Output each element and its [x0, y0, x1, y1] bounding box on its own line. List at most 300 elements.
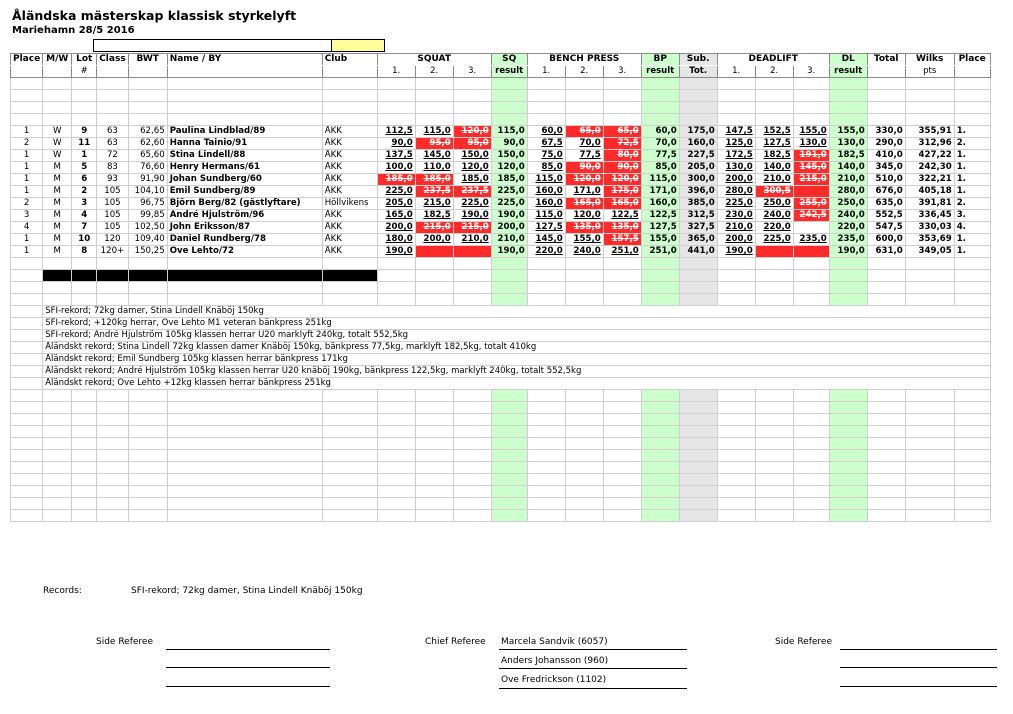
empty-cell — [491, 498, 527, 510]
attempt-cell: 175,0 — [603, 186, 641, 198]
attempt-cell: 67,5 — [527, 138, 565, 150]
empty-cell — [43, 498, 72, 510]
empty-cell — [641, 486, 679, 498]
empty-cell — [641, 498, 679, 510]
squat-result: 115,0 — [491, 126, 527, 138]
header-attempt-3: 3. — [603, 66, 641, 78]
empty-cell — [829, 402, 867, 414]
empty-cell — [97, 102, 128, 114]
empty-cell — [603, 90, 641, 102]
attempt-cell: 182,5 — [415, 210, 453, 222]
class-cell: 120+ — [97, 246, 128, 258]
sex-cell: M — [43, 174, 72, 186]
empty-cell — [72, 450, 97, 462]
empty-cell — [679, 258, 717, 270]
empty-cell — [717, 438, 755, 450]
empty-cell — [415, 426, 453, 438]
attempt-cell — [453, 246, 491, 258]
empty-cell — [867, 90, 905, 102]
athlete-row[interactable] — [11, 222, 991, 234]
attempt-cell: 210,0 — [453, 234, 491, 246]
attempt-cell: 95,0 — [453, 138, 491, 150]
signature-line — [840, 686, 997, 687]
empty-cell — [72, 402, 97, 414]
athlete-row[interactable] — [11, 126, 991, 138]
attempt-cell: 135,0 — [603, 222, 641, 234]
empty-cell — [867, 402, 905, 414]
empty-cell — [415, 270, 453, 282]
empty-cell — [829, 114, 867, 126]
empty-cell — [641, 294, 679, 306]
record-row — [11, 342, 991, 354]
header-attempt-3: 3. — [453, 66, 491, 78]
record-row — [11, 378, 991, 390]
empty-cell — [11, 498, 43, 510]
attempt-cell: 225,0 — [755, 234, 793, 246]
empty-cell — [565, 474, 603, 486]
empty-cell — [717, 462, 755, 474]
attempt-cell: 210,0 — [755, 174, 793, 186]
empty-cell — [322, 390, 377, 402]
empty-cell — [954, 474, 990, 486]
empty-cell — [167, 498, 322, 510]
empty-cell — [491, 90, 527, 102]
empty-cell — [641, 438, 679, 450]
empty-cell — [755, 402, 793, 414]
empty-cell — [377, 258, 415, 270]
empty-cell — [453, 498, 491, 510]
attempt-cell: 140,0 — [755, 162, 793, 174]
class-cell: 83 — [97, 162, 128, 174]
empty-cell — [322, 450, 377, 462]
empty-cell — [829, 426, 867, 438]
empty-cell — [491, 390, 527, 402]
sex-cell: M — [43, 222, 72, 234]
subtotal-cell: 160,0 — [679, 138, 717, 150]
attempt-cell: 190,0 — [377, 246, 415, 258]
athlete-row[interactable] — [11, 246, 991, 258]
empty-cell — [829, 438, 867, 450]
deadlift-result: 190,0 — [829, 246, 867, 258]
empty-cell — [72, 474, 97, 486]
total-cell: 510,0 — [867, 174, 905, 186]
empty-cell — [603, 282, 641, 294]
attempt-cell: 160,0 — [527, 186, 565, 198]
place-cell: 1 — [11, 234, 43, 246]
empty-cell — [97, 510, 128, 522]
attempt-cell: 75,0 — [527, 150, 565, 162]
class-cell: 72 — [97, 150, 128, 162]
empty-cell — [755, 414, 793, 426]
records-label: Records: — [43, 586, 82, 596]
side-referee-left-label: Side Referee — [96, 637, 153, 647]
final-place-cell: 3. — [954, 210, 990, 222]
empty-cell — [717, 450, 755, 462]
empty-cell — [755, 102, 793, 114]
empty-cell — [867, 390, 905, 402]
empty-cell — [72, 414, 97, 426]
empty-cell — [72, 438, 97, 450]
attempt-cell: 200,0 — [415, 234, 453, 246]
bodyweight-cell: 62,60 — [128, 138, 167, 150]
sex-cell: W — [43, 150, 72, 162]
empty-cell — [527, 282, 565, 294]
empty-cell — [867, 258, 905, 270]
empty-cell — [679, 390, 717, 402]
record-row — [11, 306, 991, 318]
empty-cell — [679, 78, 717, 90]
deadlift-result: 155,0 — [829, 126, 867, 138]
empty-cell — [11, 90, 43, 102]
empty-cell — [954, 102, 990, 114]
empty-cell — [415, 450, 453, 462]
empty-cell — [527, 462, 565, 474]
empty-cell — [377, 270, 415, 282]
athlete-row[interactable] — [11, 210, 991, 222]
empty-cell — [829, 474, 867, 486]
empty-cell — [377, 390, 415, 402]
subtotal-cell: 227,5 — [679, 150, 717, 162]
club-cell: ÅKK — [322, 162, 377, 174]
deadlift-result: 280,0 — [829, 186, 867, 198]
empty-cell — [565, 426, 603, 438]
place-cell: 1 — [11, 126, 43, 138]
empty-cell — [453, 474, 491, 486]
empty-cell — [905, 438, 954, 450]
empty-cell — [377, 90, 415, 102]
attempt-cell: 125,0 — [717, 138, 755, 150]
empty-cell — [72, 102, 97, 114]
header-attempt-2: 2. — [565, 66, 603, 78]
empty-cell — [322, 438, 377, 450]
empty-cell — [867, 270, 905, 282]
empty-cell — [377, 282, 415, 294]
empty-cell — [717, 510, 755, 522]
empty-cell — [679, 414, 717, 426]
empty-cell — [565, 114, 603, 126]
empty-cell — [11, 402, 43, 414]
squat-result: 150,0 — [491, 150, 527, 162]
empty-cell — [377, 510, 415, 522]
header-place: Place — [11, 54, 43, 66]
empty-cell — [679, 426, 717, 438]
total-cell: 552,5 — [867, 210, 905, 222]
empty-cell — [415, 486, 453, 498]
athlete-row[interactable] — [11, 162, 991, 174]
empty-cell — [128, 450, 167, 462]
athlete-row[interactable] — [11, 174, 991, 186]
empty-cell — [415, 498, 453, 510]
empty-cell — [755, 438, 793, 450]
record-row — [11, 366, 991, 378]
empty-cell — [97, 78, 128, 90]
final-place-cell: 1. — [954, 150, 990, 162]
signature-line — [499, 688, 687, 689]
attempt-cell: 115,0 — [527, 210, 565, 222]
empty-cell — [954, 90, 990, 102]
place-cell: 1 — [11, 174, 43, 186]
sex-cell: W — [43, 126, 72, 138]
empty-row — [11, 414, 991, 426]
place-cell: 2 — [11, 198, 43, 210]
empty-cell — [793, 270, 829, 282]
empty-cell — [415, 258, 453, 270]
empty-cell — [565, 258, 603, 270]
empty-cell — [322, 474, 377, 486]
signature-line — [840, 667, 997, 668]
wilks-cell: 427,22 — [905, 150, 954, 162]
empty-cell — [603, 102, 641, 114]
empty-cell — [954, 258, 990, 270]
subtotal-cell: 205,0 — [679, 162, 717, 174]
wilks-cell: 322,21 — [905, 174, 954, 186]
header-input-box[interactable] — [93, 39, 333, 52]
empty-cell — [322, 414, 377, 426]
empty-row — [11, 462, 991, 474]
attempt-cell: 120,0 — [565, 210, 603, 222]
empty-cell — [527, 426, 565, 438]
attempt-cell: 120,0 — [603, 174, 641, 186]
empty-cell — [491, 270, 527, 282]
squat-result: 210,0 — [491, 234, 527, 246]
club-cell: ÅKK — [322, 126, 377, 138]
empty-cell — [415, 102, 453, 114]
class-cell: 105 — [97, 222, 128, 234]
header-sq: SQ — [491, 54, 527, 66]
attempt-cell: 77,5 — [565, 150, 603, 162]
empty-cell — [527, 438, 565, 450]
empty-cell — [603, 390, 641, 402]
empty-cell — [867, 450, 905, 462]
empty-cell — [167, 414, 322, 426]
attempt-cell: 190,0 — [717, 246, 755, 258]
referee-name-3: Ove Fredrickson (1102) — [501, 675, 607, 685]
empty-cell — [43, 102, 72, 114]
empty-cell — [867, 510, 905, 522]
empty-cell — [527, 258, 565, 270]
empty-cell — [377, 294, 415, 306]
empty-cell — [377, 102, 415, 114]
empty-cell — [603, 498, 641, 510]
empty-cell — [527, 90, 565, 102]
empty-cell — [565, 270, 603, 282]
empty-cell — [322, 282, 377, 294]
empty-cell — [11, 366, 43, 378]
empty-cell — [167, 486, 322, 498]
bodyweight-cell: 109,40 — [128, 234, 167, 246]
empty-row — [11, 258, 991, 270]
empty-cell — [603, 258, 641, 270]
athlete-row[interactable] — [11, 138, 991, 150]
empty-cell — [491, 114, 527, 126]
final-place-cell: 4. — [954, 222, 990, 234]
empty-cell — [128, 282, 167, 294]
bench-result: 77,5 — [641, 150, 679, 162]
empty-row — [11, 78, 991, 90]
attempt-cell: 237,5 — [415, 186, 453, 198]
empty-cell — [954, 426, 990, 438]
results-body — [11, 78, 991, 522]
empty-cell — [128, 510, 167, 522]
empty-cell — [453, 102, 491, 114]
empty-cell — [603, 270, 641, 282]
empty-cell — [829, 498, 867, 510]
empty-cell — [905, 258, 954, 270]
empty-cell — [128, 462, 167, 474]
athlete-row[interactable] — [11, 150, 991, 162]
empty-cell — [905, 474, 954, 486]
empty-cell — [829, 450, 867, 462]
empty-cell — [641, 402, 679, 414]
attempt-cell: 95,0 — [415, 138, 453, 150]
deadlift-result: 250,0 — [829, 198, 867, 210]
empty-cell — [11, 462, 43, 474]
empty-cell — [377, 426, 415, 438]
attempt-cell: 215,0 — [453, 222, 491, 234]
subtotal-cell: 396,0 — [679, 186, 717, 198]
empty-cell — [43, 426, 72, 438]
attempt-cell: 200,0 — [377, 222, 415, 234]
club-cell: ÅKK — [322, 210, 377, 222]
empty-cell — [527, 510, 565, 522]
athlete-row[interactable] — [11, 198, 991, 210]
total-cell: 631,0 — [867, 246, 905, 258]
empty-cell — [755, 450, 793, 462]
empty-cell — [377, 462, 415, 474]
header-club-box[interactable] — [331, 39, 385, 52]
attempt-cell: 127,5 — [527, 222, 565, 234]
attempt-cell: 70,0 — [565, 138, 603, 150]
deadlift-result: 140,0 — [829, 162, 867, 174]
attempt-cell: 220,0 — [527, 246, 565, 258]
empty-cell — [641, 450, 679, 462]
empty-cell — [905, 294, 954, 306]
empty-cell — [11, 486, 43, 498]
empty-cell — [527, 102, 565, 114]
header-bench: BENCH PRESS — [527, 54, 641, 66]
empty-row — [11, 438, 991, 450]
empty-row — [11, 486, 991, 498]
header-lot: Lot — [72, 54, 97, 66]
empty-cell — [97, 486, 128, 498]
header-attempt-1: 1. — [377, 66, 415, 78]
empty-cell — [717, 114, 755, 126]
empty-cell — [565, 486, 603, 498]
record-text: SFI-rekord; +120kg herrar, Ove Lehto M1 veteran bänkpress 251kg — [43, 318, 990, 330]
empty-cell — [128, 270, 167, 282]
record-text: Åländskt rekord; Ove Lehto +12kg klassen herrar bänkpress 251kg — [43, 378, 990, 390]
attempt-cell: 152,5 — [755, 126, 793, 138]
empty-cell — [755, 486, 793, 498]
club-cell: Höllvikens — [322, 198, 377, 210]
empty-cell — [128, 258, 167, 270]
empty-cell — [793, 402, 829, 414]
empty-cell — [415, 90, 453, 102]
header-wilks-pts: pts — [905, 66, 954, 78]
empty-cell — [905, 426, 954, 438]
empty-cell — [717, 78, 755, 90]
empty-cell — [72, 258, 97, 270]
empty-cell — [491, 438, 527, 450]
empty-cell — [793, 510, 829, 522]
empty-cell — [97, 390, 128, 402]
empty-cell — [167, 402, 322, 414]
empty-cell — [867, 114, 905, 126]
empty-cell — [491, 426, 527, 438]
empty-cell — [167, 426, 322, 438]
athlete-row[interactable] — [11, 234, 991, 246]
empty-cell — [43, 414, 72, 426]
empty-cell — [72, 90, 97, 102]
empty-cell — [565, 438, 603, 450]
attempt-cell: 172,5 — [717, 150, 755, 162]
empty-cell — [641, 90, 679, 102]
empty-cell — [97, 90, 128, 102]
page-subtitle: Mariehamn 28/5 2016 — [12, 25, 135, 36]
empty-cell — [679, 450, 717, 462]
attempt-cell: 85,0 — [527, 162, 565, 174]
empty-cell — [679, 102, 717, 114]
empty-cell — [43, 390, 72, 402]
empty-cell — [717, 294, 755, 306]
empty-cell — [829, 258, 867, 270]
empty-cell — [717, 102, 755, 114]
empty-cell — [954, 438, 990, 450]
subtotal-cell: 385,0 — [679, 198, 717, 210]
total-cell: 635,0 — [867, 198, 905, 210]
empty-cell — [829, 270, 867, 282]
empty-cell — [867, 78, 905, 90]
deadlift-result: 182,5 — [829, 150, 867, 162]
athlete-name: Björn Berg/82 (gästlyftare) — [167, 198, 322, 210]
attempt-cell: 65,0 — [603, 126, 641, 138]
athlete-name: Johan Sundberg/60 — [167, 174, 322, 186]
empty-cell — [128, 390, 167, 402]
attempt-cell: 90,0 — [565, 162, 603, 174]
empty-cell — [793, 282, 829, 294]
empty-cell — [167, 450, 322, 462]
header-place-final: Place — [954, 54, 990, 66]
empty-cell — [527, 402, 565, 414]
empty-cell — [717, 258, 755, 270]
empty-cell — [829, 294, 867, 306]
empty-cell — [415, 474, 453, 486]
empty-cell — [755, 114, 793, 126]
empty-cell — [641, 462, 679, 474]
empty-cell — [954, 270, 990, 282]
athlete-row[interactable] — [11, 186, 991, 198]
wilks-cell: 242,30 — [905, 162, 954, 174]
empty-cell — [829, 90, 867, 102]
empty-cell — [755, 474, 793, 486]
empty-cell — [679, 402, 717, 414]
empty-cell — [565, 282, 603, 294]
empty-row — [11, 102, 991, 114]
sex-cell: M — [43, 210, 72, 222]
empty-cell — [72, 486, 97, 498]
empty-cell — [829, 462, 867, 474]
empty-cell — [167, 474, 322, 486]
header-mw: M/W — [43, 54, 72, 66]
final-place-cell: 1. — [954, 246, 990, 258]
deadlift-result: 130,0 — [829, 138, 867, 150]
empty-cell — [793, 114, 829, 126]
empty-cell — [867, 438, 905, 450]
empty-cell — [128, 426, 167, 438]
empty-cell — [453, 402, 491, 414]
empty-cell — [867, 462, 905, 474]
empty-cell — [603, 402, 641, 414]
